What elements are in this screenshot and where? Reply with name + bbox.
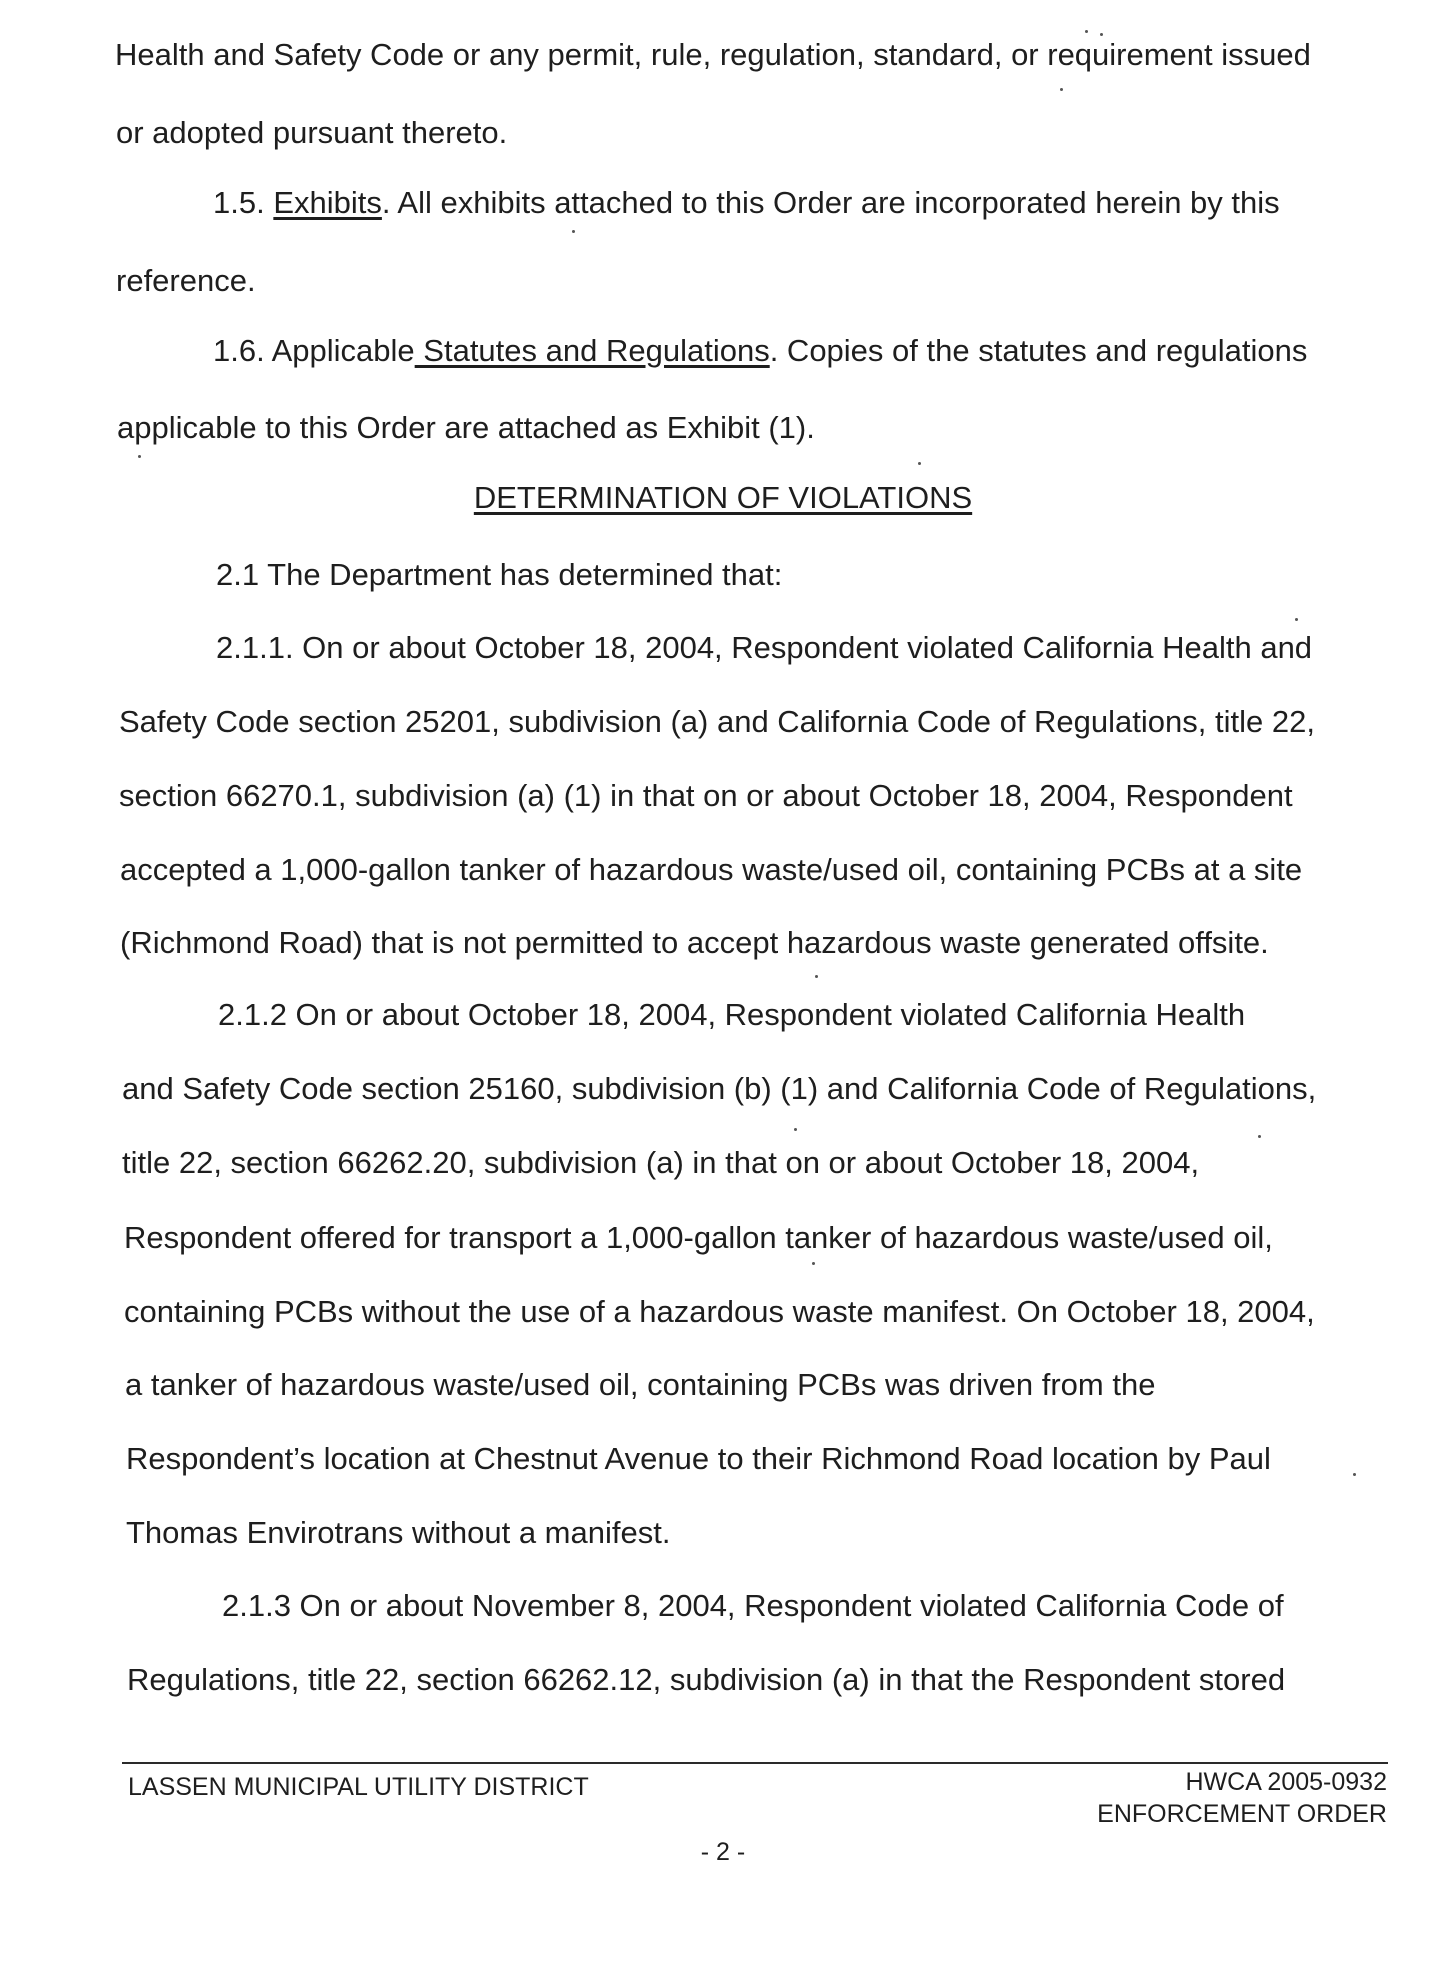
body-line: (Richmond Road) that is not permitted to accept hazardous waste generated offsite.	[120, 925, 1269, 960]
body-line: containing PCBs without the use of a hazardous waste manifest. On October 18, 2004,	[124, 1294, 1315, 1329]
body-line: 2.1.1. On or about October 18, 2004, Respondent violated California Health and	[216, 630, 1313, 665]
scan-speck	[572, 230, 575, 233]
scan-speck	[1295, 618, 1298, 621]
section-number: 1.5.	[213, 185, 265, 220]
body-line: or adopted pursuant thereto.	[116, 115, 508, 150]
footer-document-type: ENFORCEMENT ORDER	[1097, 1800, 1387, 1828]
body-line: 2.1 The Department has determined that:	[216, 557, 783, 592]
body-line: a tanker of hazardous waste/used oil, containing PCBs was driven from the	[125, 1367, 1156, 1402]
section-title: Exhibits	[273, 185, 382, 220]
section-title: Statutes and Regulations	[414, 333, 770, 368]
scan-speck	[812, 1262, 815, 1265]
section-number: 1.6.	[213, 333, 265, 368]
section-1-5	[213, 185, 1280, 221]
body-text: . All exhibits attached to this Order are incorporated herein by this	[381, 185, 1280, 220]
body-line: Respondent offered for transport a 1,000-gallon tanker of hazardous waste/used oil,	[124, 1220, 1273, 1255]
footer-rule	[122, 1762, 1388, 1764]
scan-speck	[1060, 88, 1063, 91]
scan-speck	[138, 455, 141, 458]
body-line: title 22, section 66262.20, subdivision (a) in that on or about October 18, 2004,	[122, 1145, 1200, 1180]
footer-left: LASSEN MUNICIPAL UTILITY DISTRICT	[128, 1773, 589, 1801]
section-1-6	[213, 333, 1307, 369]
scan-speck	[1353, 1473, 1356, 1476]
scan-speck	[1100, 33, 1103, 36]
body-line: Safety Code section 25201, subdivision (a) and California Code of Regulations, title 22,	[119, 704, 1315, 739]
footer-case-number: HWCA 2005-0932	[1185, 1768, 1387, 1796]
scan-speck	[1258, 1135, 1261, 1138]
body-line: Thomas Envirotrans without a manifest.	[126, 1515, 671, 1550]
body-text: Applicable	[271, 333, 415, 368]
body-line: Respondent’s location at Chestnut Avenue to their Richmond Road location by Paul	[126, 1441, 1271, 1476]
body-line: reference.	[116, 263, 256, 298]
scan-speck	[815, 975, 818, 978]
scan-speck	[1085, 30, 1088, 33]
body-line: 2.1.2 On or about October 18, 2004, Respondent violated California Health	[218, 997, 1246, 1032]
heading-text: DETERMINATION OF VIOLATIONS	[473, 480, 973, 515]
body-line: accepted a 1,000-gallon tanker of hazardous waste/used oil, containing PCBs at a site	[120, 852, 1303, 887]
scan-speck	[918, 462, 921, 465]
page-number: - 2 -	[700, 1838, 746, 1866]
body-text: . Copies of the statutes and regulations	[769, 333, 1308, 368]
body-line: 2.1.3 On or about November 8, 2004, Respondent violated California Code of	[222, 1588, 1284, 1623]
body-line: and Safety Code section 25160, subdivision (b) (1) and California Code of Regulations,	[122, 1071, 1317, 1106]
body-line: Health and Safety Code or any permit, rule, regulation, standard, or requirement issued	[115, 37, 1311, 72]
body-line: section 66270.1, subdivision (a) (1) in that on or about October 18, 2004, Respondent	[119, 778, 1293, 813]
section-heading	[0, 480, 1446, 516]
body-line: Regulations, title 22, section 66262.12, subdivision (a) in that the Respondent stored	[127, 1662, 1286, 1697]
scan-speck	[794, 1128, 797, 1131]
body-line: applicable to this Order are attached as Exhibit (1).	[117, 410, 815, 445]
